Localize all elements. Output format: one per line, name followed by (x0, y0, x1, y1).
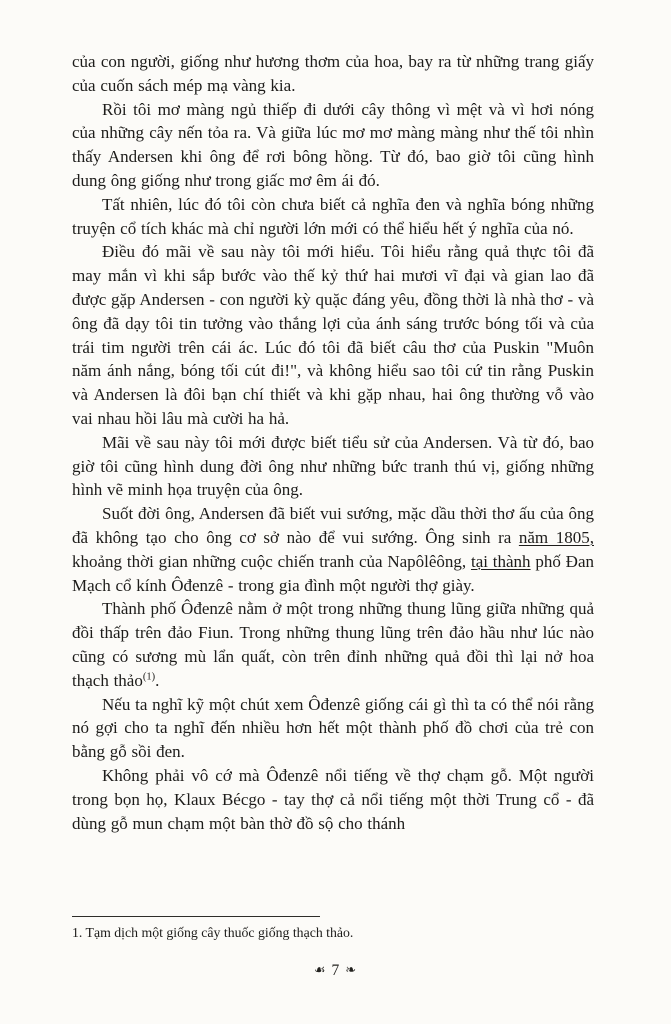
paragraph-7-segment: . (155, 670, 160, 690)
underlined-birth-year: năm 1805, (518, 527, 594, 547)
page-number (0, 962, 671, 980)
footnote-area (72, 916, 594, 942)
fleuron-right-icon: ❧ (345, 962, 358, 977)
fleuron-left-icon: ☙ (313, 962, 327, 977)
underlined-birth-place: tại thành (470, 551, 531, 571)
footnote-text: 1. Tạm dịch một giống cây thuốc giống thạch thảo. (72, 925, 354, 940)
footnote-divider (72, 916, 320, 917)
paragraph-4: Điều đó mãi về sau này tôi mới hiểu. Tôi hiểu rằng quả thực tôi đã may mắn vì khi sắp bước vào thế kỷ thứ hai mươi vĩ đại và gian lao đã được gặp Andersen - con người kỳ quặc đáng yêu, đồng thời là nhà thơ - và ông đã dạy tôi tin tưởng vào thắng lợi của ánh sáng trước bóng tối và của trái tim người trên cái ác. Lúc đó tôi đã biết câu thơ của Puskin "Muôn năm ánh nắng, bóng tối cút đi!", và không hiểu sao tôi cứ tin rằng Puskin và Andersen là đôi bạn chí thiết và khi gặp nhau, hai ông thường vỗ vào vai nhau hồi lâu mà cười ha hả. (72, 242, 594, 428)
paragraph-9: Không phải vô cớ mà Ôđenzê nổi tiếng về thợ chạm gỗ. Một người trong bọn họ, Klaux Bécgo - tay thợ cả nổi tiếng một thời Trung cổ - đã dùng gỗ mun chạm một bàn thờ đồ sộ cho thánh (72, 765, 594, 833)
paragraph-1: của con người, giống như hương thơm của hoa, bay ra từ những trang giấy của cuốn sách mép mạ vàng kia. (72, 52, 594, 95)
paragraph-6-segment: phố Đan Mạch cổ kính Ôđenzê - trong gia đình một người thợ giày. (72, 551, 594, 595)
paragraph-3: Tất nhiên, lúc đó tôi còn chưa biết cả nghĩa đen và nghĩa bóng những truyện cổ tích khác mà chỉ người lớn mới có thể hiểu hết ý nghĩa của nó. (72, 194, 594, 238)
paragraph-8: Nếu ta nghĩ kỹ một chút xem Ôđenzê giống cái gì thì ta có thể nói rằng nó gợi cho ta nghĩ đến nhiều hơn hết một thành phố đồ chơi của trẻ con bằng gỗ sồi đen. (72, 694, 594, 762)
paragraph-6 (72, 502, 594, 597)
footnote-reference-marker: (1) (142, 671, 156, 683)
paragraph-7 (72, 597, 594, 692)
paragraph-7-segment: Thành phố Ôđenzê nằm ở một trong những thung lũng giữa những quả đồi thấp trên đảo Fiun. Trong những thung lũng trên đảo hầu như lúc nào cũng có sương mù lẩn quất, còn trên đỉnh những quả đồi thì lại nở hoa thạch thảo (72, 599, 594, 690)
paragraph-6-segment: Suốt đời ông, Andersen đã biết vui sướng, mặc dầu thời thơ ấu của ông đã không tạo cho ông cơ sở nào để vui sướng. Ông sinh ra (72, 504, 594, 547)
page-number-value: 7 (331, 962, 341, 979)
page-text (72, 50, 594, 835)
paragraph-5: Mãi về sau này tôi mới được biết tiểu sử của Andersen. Và từ đó, bao giờ tôi cũng hình dung đời ông như những bức tranh thú vị, giống những hình vẽ minh họa truyện của ông. (72, 432, 594, 500)
paragraph-6-segment: khoảng thời gian những cuộc chiến tranh của Napôlêông, (72, 551, 471, 571)
paragraph-2: Rồi tôi mơ màng ngủ thiếp đi dưới cây thông vì mệt và vì hơi nóng của những cây nến tỏa ra. Và giữa lúc mơ mơ màng màng như thế tôi nhìn thấy Andersen khi ông để rơi bông hồng. Từ đó, bao giờ tôi cũng hình dung ông giống như trong giấc mơ êm ái đó. (72, 99, 594, 190)
